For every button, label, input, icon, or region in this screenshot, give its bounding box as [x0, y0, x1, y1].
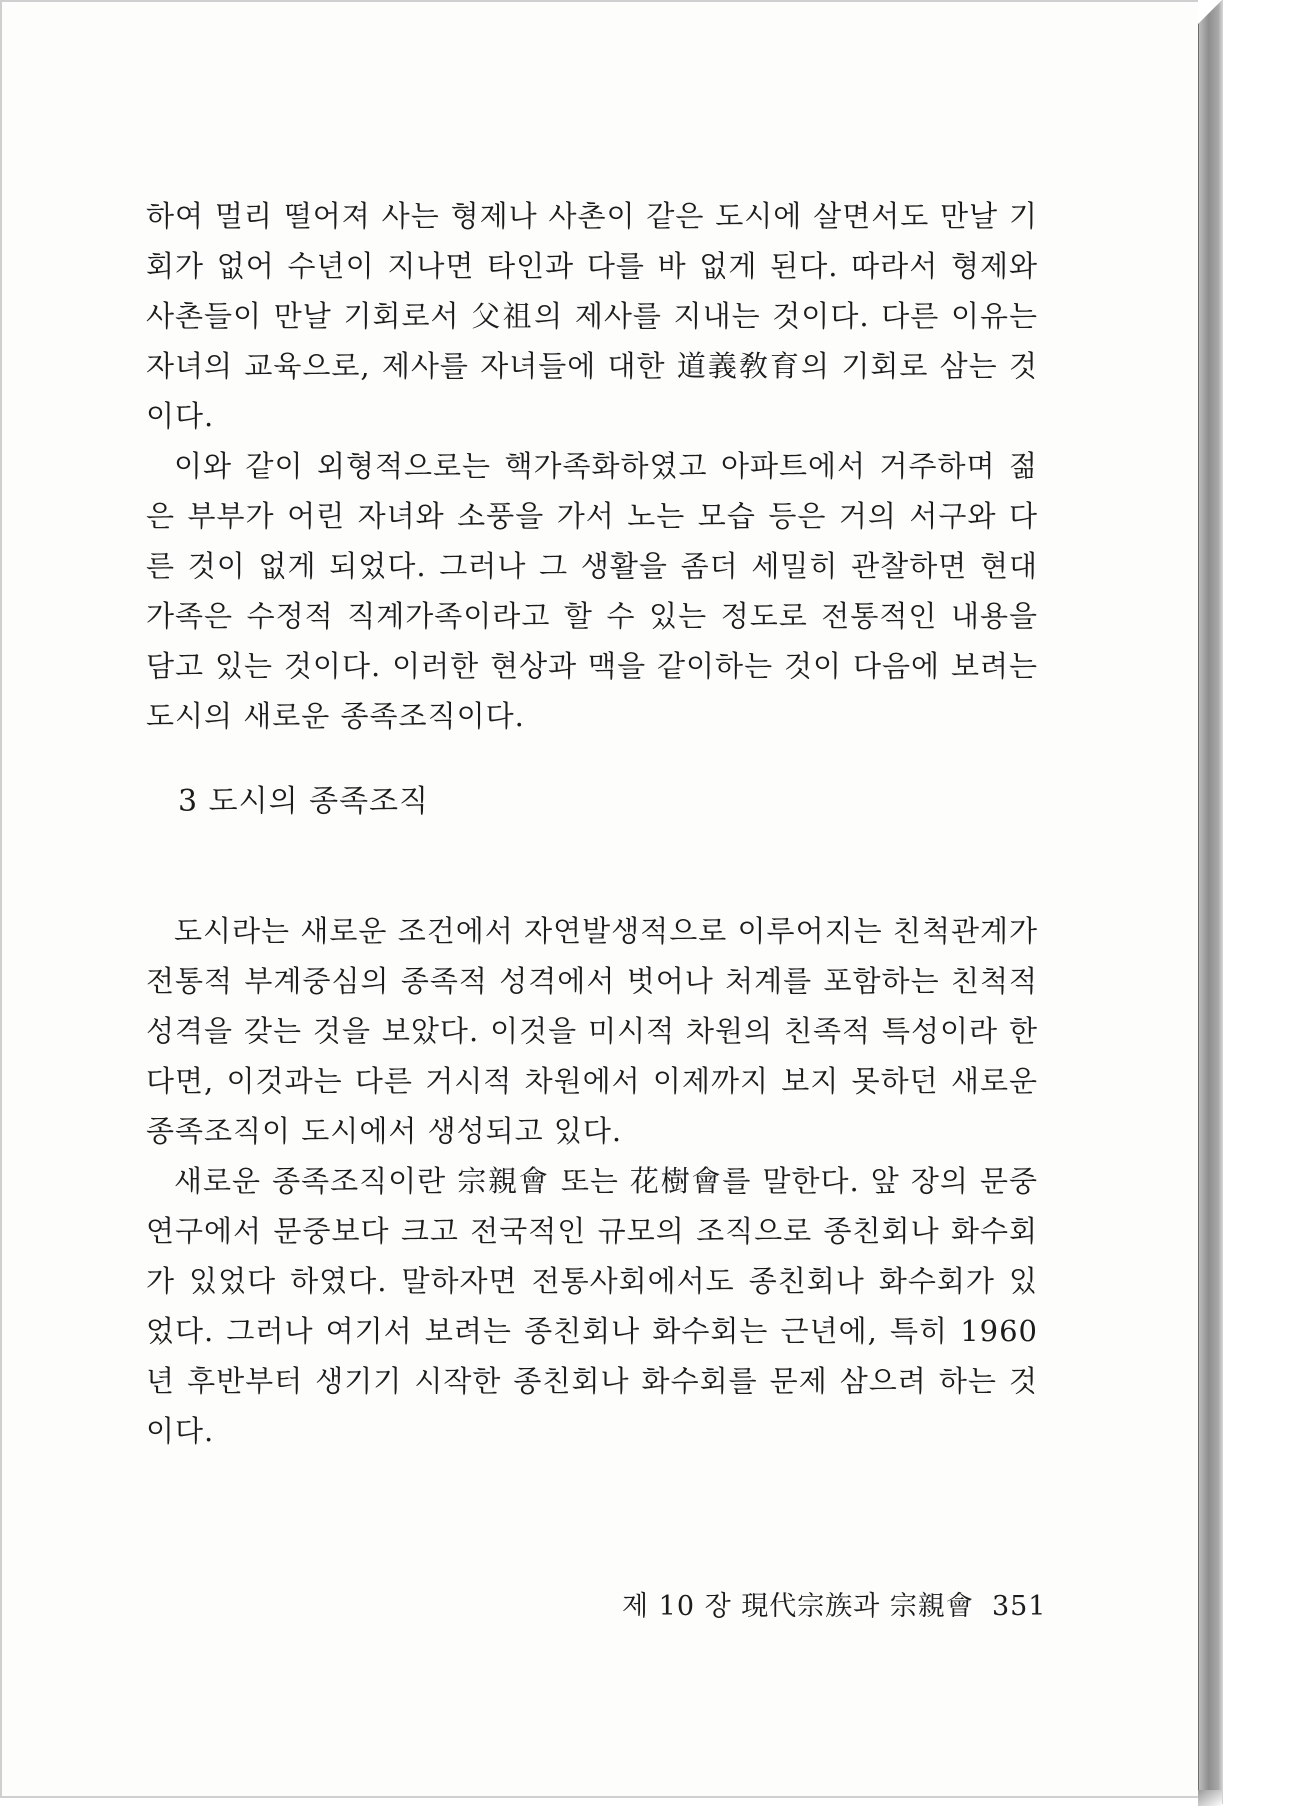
- page-edge-shadow: [1198, 0, 1223, 1804]
- page-edge-bottom: [1198, 1790, 1222, 1806]
- paragraph: 새로운 종족조직이란 宗親會 또는 花樹會를 말한다. 앞 장의 문중연구에서 문중보다 크고 전국적인 규모의 조직으로 종친회나 화수회가 있었다 하였다. 말하자면 전통사회에서도 종친회나 화수회가 있었다. 그러나 여기서 보려는 종친회나 화수회는 근년에, 특히 1960년 후반부터 생기기 시작한 종친회나 화수회를 문제 삼으려 하는 것이다.: [146, 1164, 1038, 1448]
- page-corner-fold: [1198, 0, 1222, 24]
- page-number: 351: [991, 1591, 1047, 1622]
- paragraph: 도시라는 새로운 조건에서 자연발생적으로 이루어지는 친척관계가 전통적 부계중심의 종족적 성격에서 벗어나 처계를 포함하는 친척적 성격을 갖는 것을 보았다. 이것을 미시적 차원의 친족적 특성이라 한다면, 이것과는 다른 거시적 차원에서 이제까지 보지 못하던 새로운 종족조직이 도시에서 생성되고 있다.: [146, 914, 1038, 1148]
- section-heading: 3 도시의 종족조직: [178, 784, 430, 819]
- page-footer: [622, 1584, 1046, 1623]
- text-block-upper: [146, 191, 1038, 741]
- text-block-lower: [146, 906, 1038, 1456]
- paragraph: 이와 같이 외형적으로는 핵가족화하였고 아파트에서 거주하며 젊은 부부가 어린 자녀와 소풍을 가서 노는 모습 등은 거의 서구와 다른 것이 없게 되었다. 그러나 그 생활을 좀더 세밀히 관찰하면 현대가족은 수정적 직계가족이라고 할 수 있는 정도로 전통적인 내용을 담고 있는 것이다. 이러한 현상과 맥을 같이하는 것이 다음에 보려는 도시의 새로운 종족조직이다.: [146, 449, 1038, 733]
- chapter-title: 제 10 장 現代宗族과 宗親會: [622, 1591, 974, 1622]
- paragraph: 하여 멀리 떨어져 사는 형제나 사촌이 같은 도시에 살면서도 만날 기회가 없어 수년이 지나면 타인과 다를 바 없게 된다. 따라서 형제와 사촌들이 만날 기회로서 父祖의 제사를 지내는 것이다. 다른 이유는 자녀의 교육으로, 제사를 자녀들에 대한 道義敎育의 기회로 삼는 것이다.: [146, 199, 1038, 433]
